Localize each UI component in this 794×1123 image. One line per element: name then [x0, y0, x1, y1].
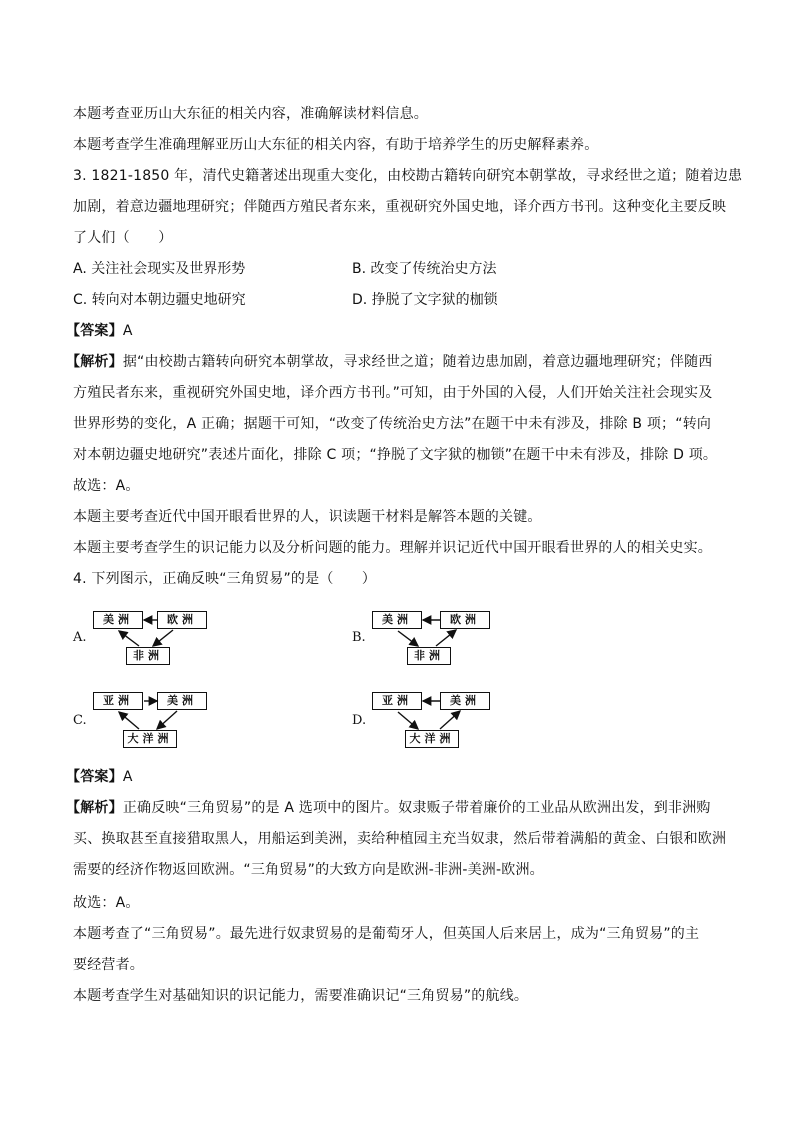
answer-label: 【答案】: [66, 769, 123, 785]
analysis-label: 【解析】: [66, 354, 123, 370]
box-bottom: 非洲: [126, 647, 170, 665]
q3-answer: [66, 322, 133, 340]
box-bottom: 大洋洲: [405, 730, 459, 748]
q4-analysis-line-3: 需要的经济作物返回欧洲。“三角贸易”的大致方向是欧洲-非洲-美洲-欧洲。: [73, 862, 544, 878]
q3-option-d: D. 挣脱了文字狱的枷锁: [352, 292, 498, 308]
answer-value: A: [122, 769, 133, 785]
trade-arrows: [73, 688, 233, 753]
q3-stem-line-1: 3. 1821-1850 年，清代史籍著述出现重大变化，由校勘古籍转向研究本朝掌故，寻求经世之道；随着边患: [73, 168, 743, 184]
box-right: 欧洲: [440, 611, 490, 629]
diagram-letter: D.: [352, 713, 367, 728]
q3-note-2: 本题主要考查学生的识记能力以及分析问题的能力。理解并识记近代中国开眼看世界的人的相关史实。: [73, 540, 712, 556]
q3-note-1: 本题主要考查近代中国开眼看世界的人，识读题干材料是解答本题的关键。: [73, 509, 542, 525]
trade-arrows: [352, 688, 512, 753]
q3-analysis-line-3: 世界形势的变化，A 正确；据题干可知，“改变了传统治史方法”在题干中未有涉及，排除 B 项；“转向: [73, 416, 712, 432]
q4-answer: [66, 768, 133, 786]
q3-choice: 故选：A。: [73, 478, 140, 494]
box-left: 亚洲: [93, 692, 143, 710]
q3-stem-line-2: 加剧，着意边疆地理研究；伴随西方殖民者东来，重视研究外国史地，译介西方书刊。这种变化主要反映: [73, 199, 727, 215]
analysis-label: 【解析】: [66, 800, 123, 816]
diagram-letter: C.: [73, 713, 87, 728]
q3-stem-line-3: 了人们（ ）: [73, 230, 173, 246]
q4-note-1b: 要经营者。: [73, 957, 144, 973]
q3-analysis-line-2: 方殖民者东来，重视研究外国史地，译介西方书刊。”可知，由于外国的入侵，人们开始关注社会现实及: [73, 385, 713, 401]
q3-option-b: B. 改变了传统治史方法: [352, 261, 497, 277]
box-right: 欧洲: [157, 611, 207, 629]
box-right: 美洲: [157, 692, 207, 710]
q4-note-1a: 本题考查了“三角贸易”。最先进行奴隶贸易的是葡萄牙人，但英国人后来居上，成为“三角贸易”的主: [73, 926, 700, 942]
box-left: 美洲: [372, 611, 422, 629]
q3-option-c: C. 转向对本朝边疆史地研究: [73, 292, 246, 308]
diagram-b: [352, 605, 512, 670]
q3-option-a: A. 关注社会现实及世界形势: [73, 261, 246, 277]
trade-arrows: [73, 605, 233, 670]
box-left: 美洲: [93, 611, 143, 629]
q2-summary-line: 本题考查亚历山大东征的相关内容，准确解读材料信息。: [73, 106, 428, 122]
q4-choice: 故选：A。: [73, 895, 140, 911]
answer-label: 【答案】: [66, 323, 123, 339]
q3-analysis-line-4: 对本朝边疆史地研究”表述片面化，排除 C 项；“挣脱了文字狱的枷锁”在题干中未有涉及，排除 D 项。: [73, 447, 718, 463]
box-right: 美洲: [440, 692, 490, 710]
answer-value: A: [122, 323, 133, 339]
q4-note-2: 本题考查学生对基础知识的识记能力，需要准确识记“三角贸易”的航线。: [73, 988, 529, 1004]
q4-analysis-line-2: 买、换取甚至直接猎取黑人，用船运到美洲，卖给种植园主充当奴隶，然后带着满船的黄金、白银和欧洲: [73, 831, 727, 847]
diagram-c: [73, 688, 233, 753]
q4-stem: 4. 下列图示，正确反映“三角贸易”的是（ ）: [73, 571, 377, 587]
q2-literacy-line: 本题考查学生准确理解亚历山大东征的相关内容，有助于培养学生的历史解释素养。: [73, 137, 599, 153]
q3-analysis-line-1: [66, 353, 712, 371]
analysis-text: 正确反映“三角贸易”的是 A 选项中的图片。奴隶贩子带着廉价的工业品从欧洲出发，到非洲购: [122, 800, 711, 816]
box-bottom: 大洋洲: [123, 730, 177, 748]
box-bottom: 非洲: [407, 647, 451, 665]
diagram-letter: B.: [352, 630, 366, 645]
diagram-d: [352, 688, 512, 753]
analysis-text: 据“由校勘古籍转向研究本朝掌故，寻求经世之道；随着边患加剧，着意边疆地理研究；伴随西: [122, 354, 713, 370]
trade-arrows: [352, 605, 512, 670]
diagram-letter: A.: [73, 630, 87, 645]
box-left: 亚洲: [372, 692, 422, 710]
q4-analysis-line-1: [66, 799, 711, 817]
diagram-a: [73, 605, 233, 670]
